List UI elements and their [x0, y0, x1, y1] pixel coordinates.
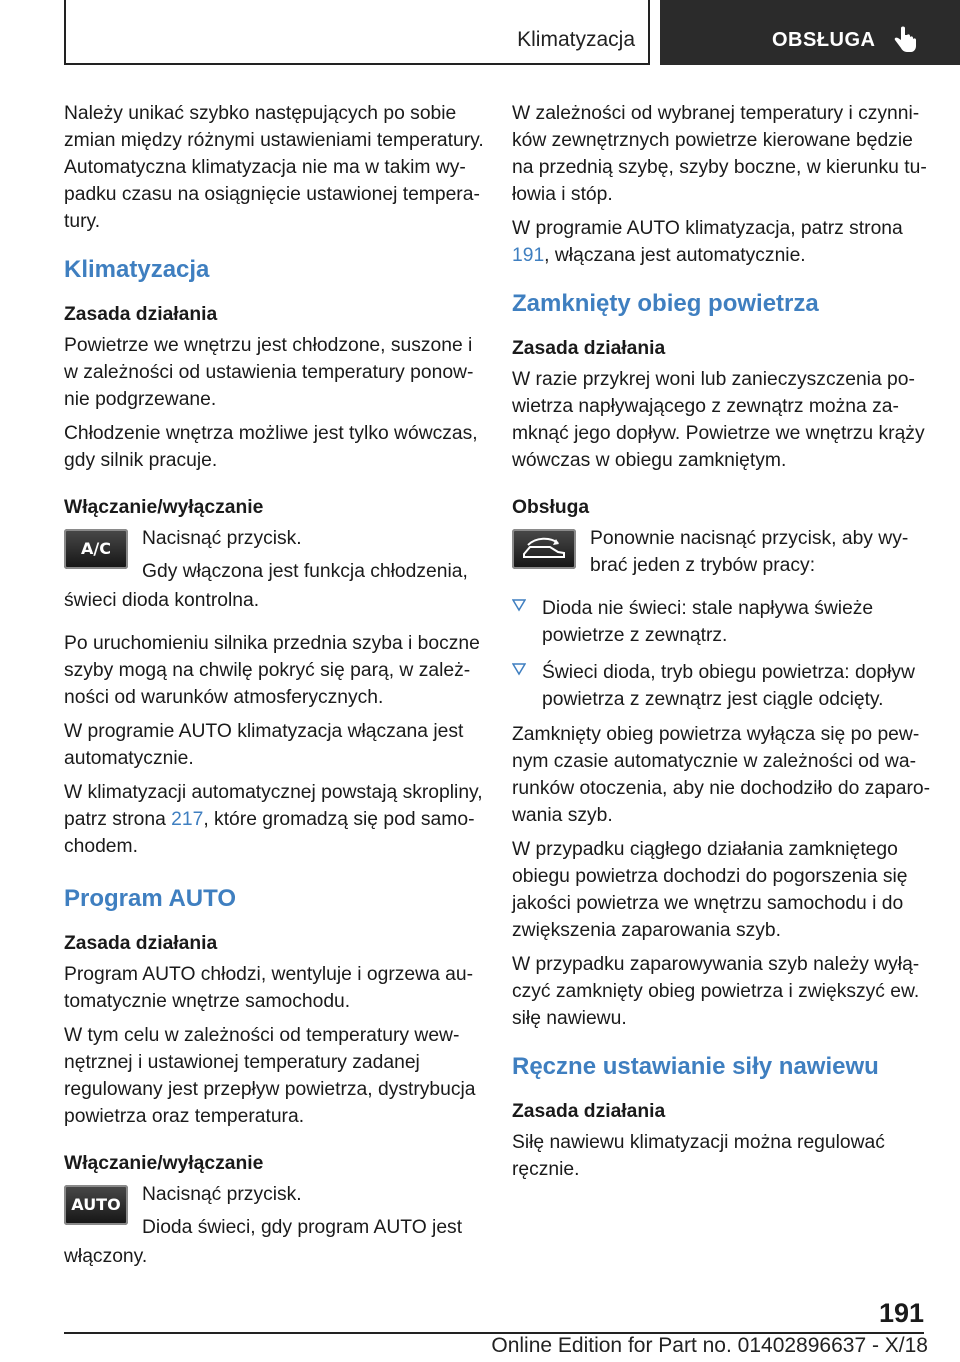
body-paragraph: W tym celu w zależności od temperatury wewnętrznej i ustawionej temperatury zadanej regulowany jest przepływ powietrza, dystrybucja powietrza oraz temperatura. [64, 1025, 476, 1127]
section-title: Klimatyzacja [517, 28, 635, 51]
header-bottom-rule [64, 63, 650, 65]
text-span: W klimatyzacji automatycznej powstają skropliny, patrz strona [64, 782, 483, 830]
auto-button-label: AUTO [71, 1195, 121, 1214]
page-link-191[interactable]: 191 [512, 245, 545, 266]
page-link-217[interactable]: 217 [171, 809, 204, 830]
ac-button-label: A/C [81, 539, 111, 558]
text-span: W programie AUTO klimatyzacja, patrz strona [512, 218, 903, 239]
subheading-operation: Obsługa [512, 497, 590, 518]
step-text: Nacisnąć przycisk. [142, 528, 302, 549]
right-column [512, 100, 932, 1190]
body-paragraph: W przypadku ciągłego działania zamkniętego obiegu powietrza dochodzi do pogorszenia się jakości powietrza we wnętrzu samochodu i do zwiększenia zaparowania szyb. [512, 839, 908, 941]
subheading-onoff: Włączanie/wyłączanie [64, 497, 264, 518]
car-recirculation-icon [512, 529, 576, 569]
body-paragraph: Chłodzenie wnętrza możliwe jest tylko wówczas, gdy silnik pracuje. [64, 423, 478, 471]
body-paragraph: W programie AUTO klimatyzacja włączana jest automatycznie. [64, 721, 464, 769]
body-paragraph [64, 779, 484, 860]
subheading-onoff: Włączanie/wyłączanie [64, 1153, 264, 1174]
body-paragraph: W razie przykrej woni lub zanieczyszczenia powietrza napływającego z zewnątrz można zamknąć jego dopływ. Powietrze we wnętrzu krąży wówczas w obiegu zamkniętym. [512, 369, 925, 471]
step-text-cont: świeci dioda kontrolna. [64, 590, 260, 611]
body-paragraph: Po uruchomieniu silnika przednia szyba i boczne szyby mogą na chwilę pokryć się parą, w zależności od warunków atmosferycznych. [64, 633, 480, 708]
auto-button-icon [64, 1185, 128, 1225]
body-paragraph: Powietrze we wnętrzu jest chłodzone, suszone i w zależności od ustawienia temperatury ponownie podgrzewane. [64, 335, 474, 410]
bullet-text: Dioda nie świeci: stale napływa świeże powietrze z zewnątrz. [542, 598, 874, 646]
triangle-bullet-icon [512, 662, 526, 676]
heading-recirculation: Zamknięty obieg powietrza [512, 290, 819, 317]
subheading-principle: Zasada działania [512, 1101, 666, 1122]
step-text-cont: włączony. [64, 1246, 148, 1267]
body-paragraph: W przypadku zaparowywania szyb należy wyłączyć zamknięty obieg powietrza i zwiększyć ew. siłę nawiewu. [512, 954, 920, 1029]
edition-text: Online Edition for Part no. 01402896637 - X/18 [491, 1334, 928, 1357]
subheading-principle: Zasada działania [64, 933, 218, 954]
heading-airflow: Ręczne ustawianie siły nawiewu [512, 1053, 879, 1080]
recirc-instruction [512, 525, 932, 579]
chapter-tab-label: OBSŁUGA [772, 29, 876, 51]
body-paragraph [512, 215, 932, 269]
list-item [512, 659, 932, 713]
header-right-rule [648, 0, 650, 65]
bullet-text: Świeci dioda, tryb obiegu powietrza: dopływ powietrza z zewnątrz jest ciągle odcięty. [542, 662, 915, 710]
heading-program-auto: Program AUTO [64, 885, 237, 912]
step-text: Gdy włączona jest funkcja chłodzenia, [142, 561, 468, 582]
ac-instruction [64, 525, 484, 585]
step-text: Nacisnąć przycisk. [142, 1184, 302, 1205]
ac-button-icon [64, 529, 128, 569]
step-text: Dioda świeci, gdy program AUTO jest [142, 1217, 463, 1238]
text-span: , włączana jest automatycznie. [544, 245, 806, 266]
subheading-principle: Zasada działania [512, 338, 666, 359]
intro-paragraph: Należy unikać szybko następujących po sobie zmian między różnymi ustawieniami temperatury. Automatyczna klimatyzacja nie ma w takim wypadku czasu na osiągnięcie ustawionej temperatury. [64, 103, 484, 232]
body-paragraph: Program AUTO chłodzi, wentyluje i ogrzewa automatycznie wnętrze samochodu. [64, 964, 474, 1012]
left-column [64, 100, 484, 1277]
heading-klimatyzacja: Klimatyzacja [64, 256, 210, 283]
page-number: 191 [878, 1298, 924, 1328]
auto-instruction [64, 1181, 484, 1241]
body-paragraph: W zależności od wybranej temperatury i czynników zewnętrznych powietrze kierowane będzie na przednią szybę, szyby boczne, w kierunku tułowia i stóp. [512, 103, 927, 205]
hand-pointer-icon [892, 26, 918, 59]
triangle-bullet-icon [512, 598, 526, 612]
step-text: Ponownie nacisnąć przycisk, aby wybrać jeden z trybów pracy: [590, 528, 909, 576]
text-span: , które gromadzą się pod samochodem. [64, 809, 475, 857]
body-paragraph: Zamknięty obieg powietrza wyłącza się po pewnym czasie automatycznie w zależności od warunków otoczenia, aby nie dochodziło do zaparowania szyb. [512, 724, 931, 826]
subheading-principle: Zasada działania [64, 304, 218, 325]
body-paragraph: Siłę nawiewu klimatyzacji można regulować ręcznie. [512, 1132, 885, 1180]
header-left-rule [64, 0, 66, 65]
list-item [512, 595, 932, 649]
chapter-tab[interactable] [660, 0, 960, 65]
